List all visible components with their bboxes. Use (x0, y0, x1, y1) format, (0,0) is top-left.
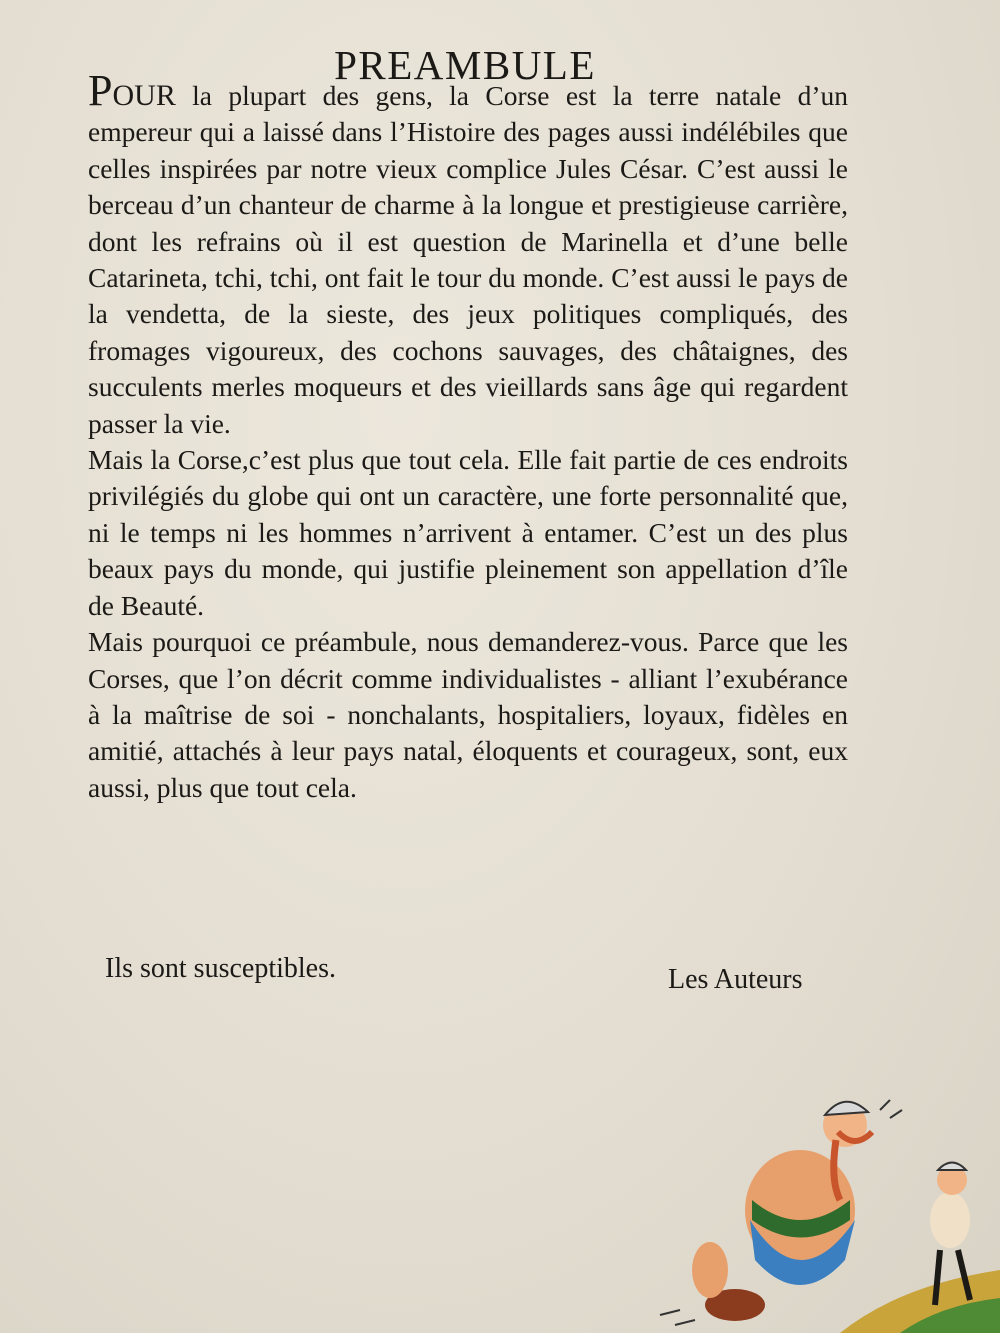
large-character (692, 1102, 872, 1321)
drop-cap: P (88, 66, 113, 115)
paragraph-1 (88, 66, 848, 442)
small-caps-word: OUR (112, 79, 176, 112)
page-title: PREAMBULE (334, 42, 596, 89)
closing-line: Ils sont susceptibles. (105, 953, 336, 984)
paragraph-2: Mais la Corse,c’est plus que tout cela. Elle fait partie de ces endroits privilégiés du globe qui ont un caractère, une forte personnalité que, ni le temps ni les hommes n’arrivent à entamer. C’est un des plus beaux pays du monde, qui justifie pleinement son appellation d’île de Beauté. (88, 444, 848, 621)
comic-illustration (640, 1070, 1000, 1333)
preamble-text (88, 66, 848, 806)
signature: Les Auteurs (668, 964, 803, 995)
paragraph-1-text: la plupart des gens, la Corse est la terre natale d’un empereur qui a laissé dans l’Histoire des pages aussi indélébiles que celles inspirées par notre vieux complice Jules César. C’est aussi le berceau d’un chanteur de charme à la longue et prestigieuse carrière, dont les refrains où il est question de Marinella et d’une belle Catarineta, tchi, tchi, ont fait le tour du monde. C’est aussi le pays de la vendetta, de la sieste, des jeux politiques compliqués, des fromages vigoureux, des cochons sauvages, des châtaignes, des succulents merles moqueurs et des vieillards sans âge qui regardent passer la vie. (88, 80, 848, 439)
paragraph-3: Mais pourquoi ce préambule, nous demanderez-vous. Parce que les Corses, que l’on décrit comme individualistes - alliant l’exubérance à la maîtrise de soi - nonchalants, hospitaliers, loyaux, fidèles en amitié, attachés à leur pays natal, éloquents et courageux, sont, eux aussi, plus que tout cela. (88, 626, 848, 803)
